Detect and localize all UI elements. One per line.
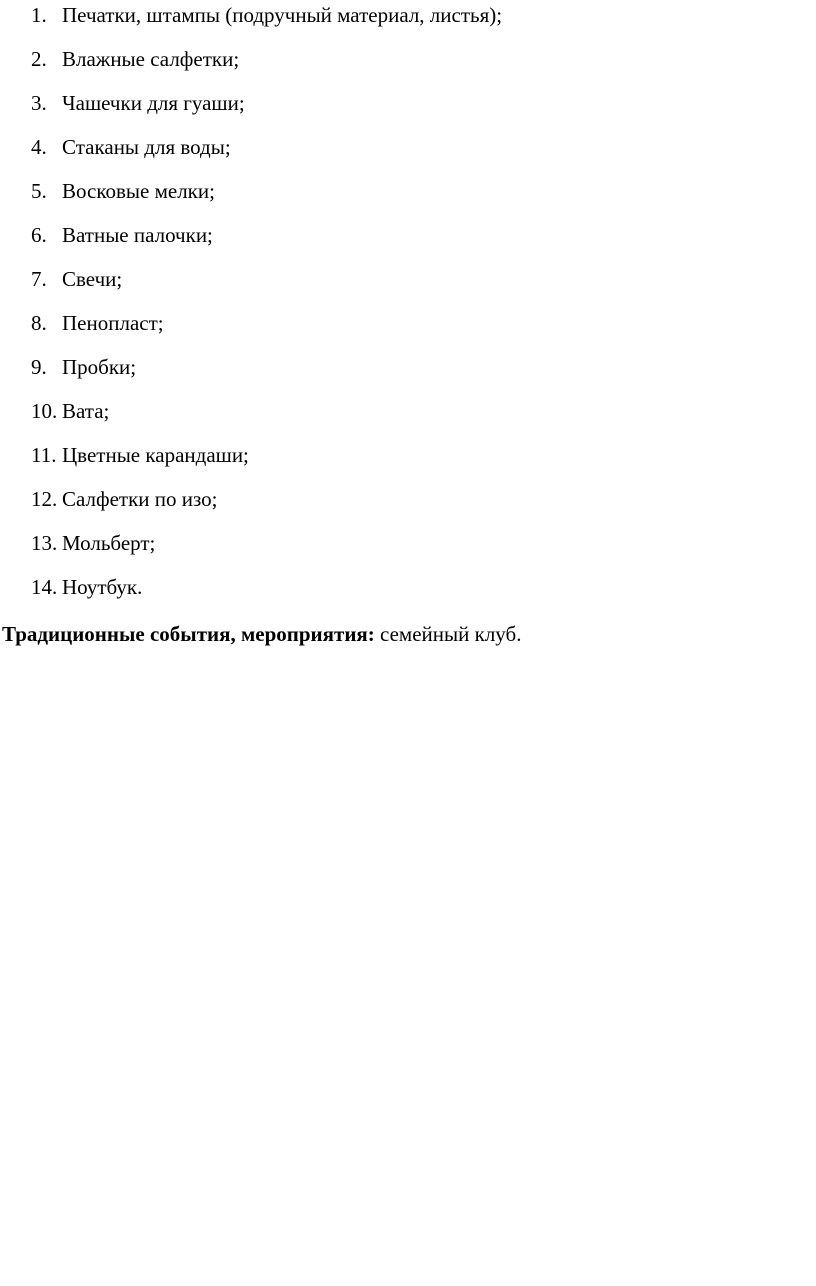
item-text: Пенопласт; xyxy=(62,311,164,335)
item-number: 3. xyxy=(31,91,47,115)
item-text: Ноутбук. xyxy=(62,575,143,599)
item-number: 12. xyxy=(31,487,58,511)
item-number: 8. xyxy=(31,311,47,335)
item-text: Цветные карандаши; xyxy=(62,443,249,467)
item-number: 1. xyxy=(31,3,47,27)
item-number: 6. xyxy=(31,223,47,247)
item-number: 13. xyxy=(31,531,58,555)
item-number: 10. xyxy=(31,399,58,423)
item-text: Чашечки для гуаши; xyxy=(62,91,245,115)
item-number: 5. xyxy=(31,179,47,203)
traditional-events-paragraph xyxy=(2,619,521,649)
item-text: Печатки, штампы (подручный материал, листья); xyxy=(62,3,503,27)
item-number: 14. xyxy=(31,575,58,599)
item-number: 4. xyxy=(31,135,47,159)
item-text: Восковые мелки; xyxy=(62,179,215,203)
item-number: 7. xyxy=(31,267,47,291)
item-text: Стаканы для воды; xyxy=(62,135,231,159)
item-text: Ватные палочки; xyxy=(62,223,213,247)
item-number: 11. xyxy=(31,443,57,467)
item-text: Пробки; xyxy=(62,355,137,379)
events-value: семейный клуб. xyxy=(374,622,522,646)
item-text: Свечи; xyxy=(62,267,123,291)
item-text: Влажные салфетки; xyxy=(62,47,240,71)
events-label: Традиционные события, мероприятия: xyxy=(2,622,375,646)
item-text: Вата; xyxy=(62,399,110,423)
item-text: Мольберт; xyxy=(62,531,156,555)
item-number: 2. xyxy=(31,47,47,71)
item-number: 9. xyxy=(31,355,47,379)
item-text: Салфетки по изо; xyxy=(62,487,218,511)
